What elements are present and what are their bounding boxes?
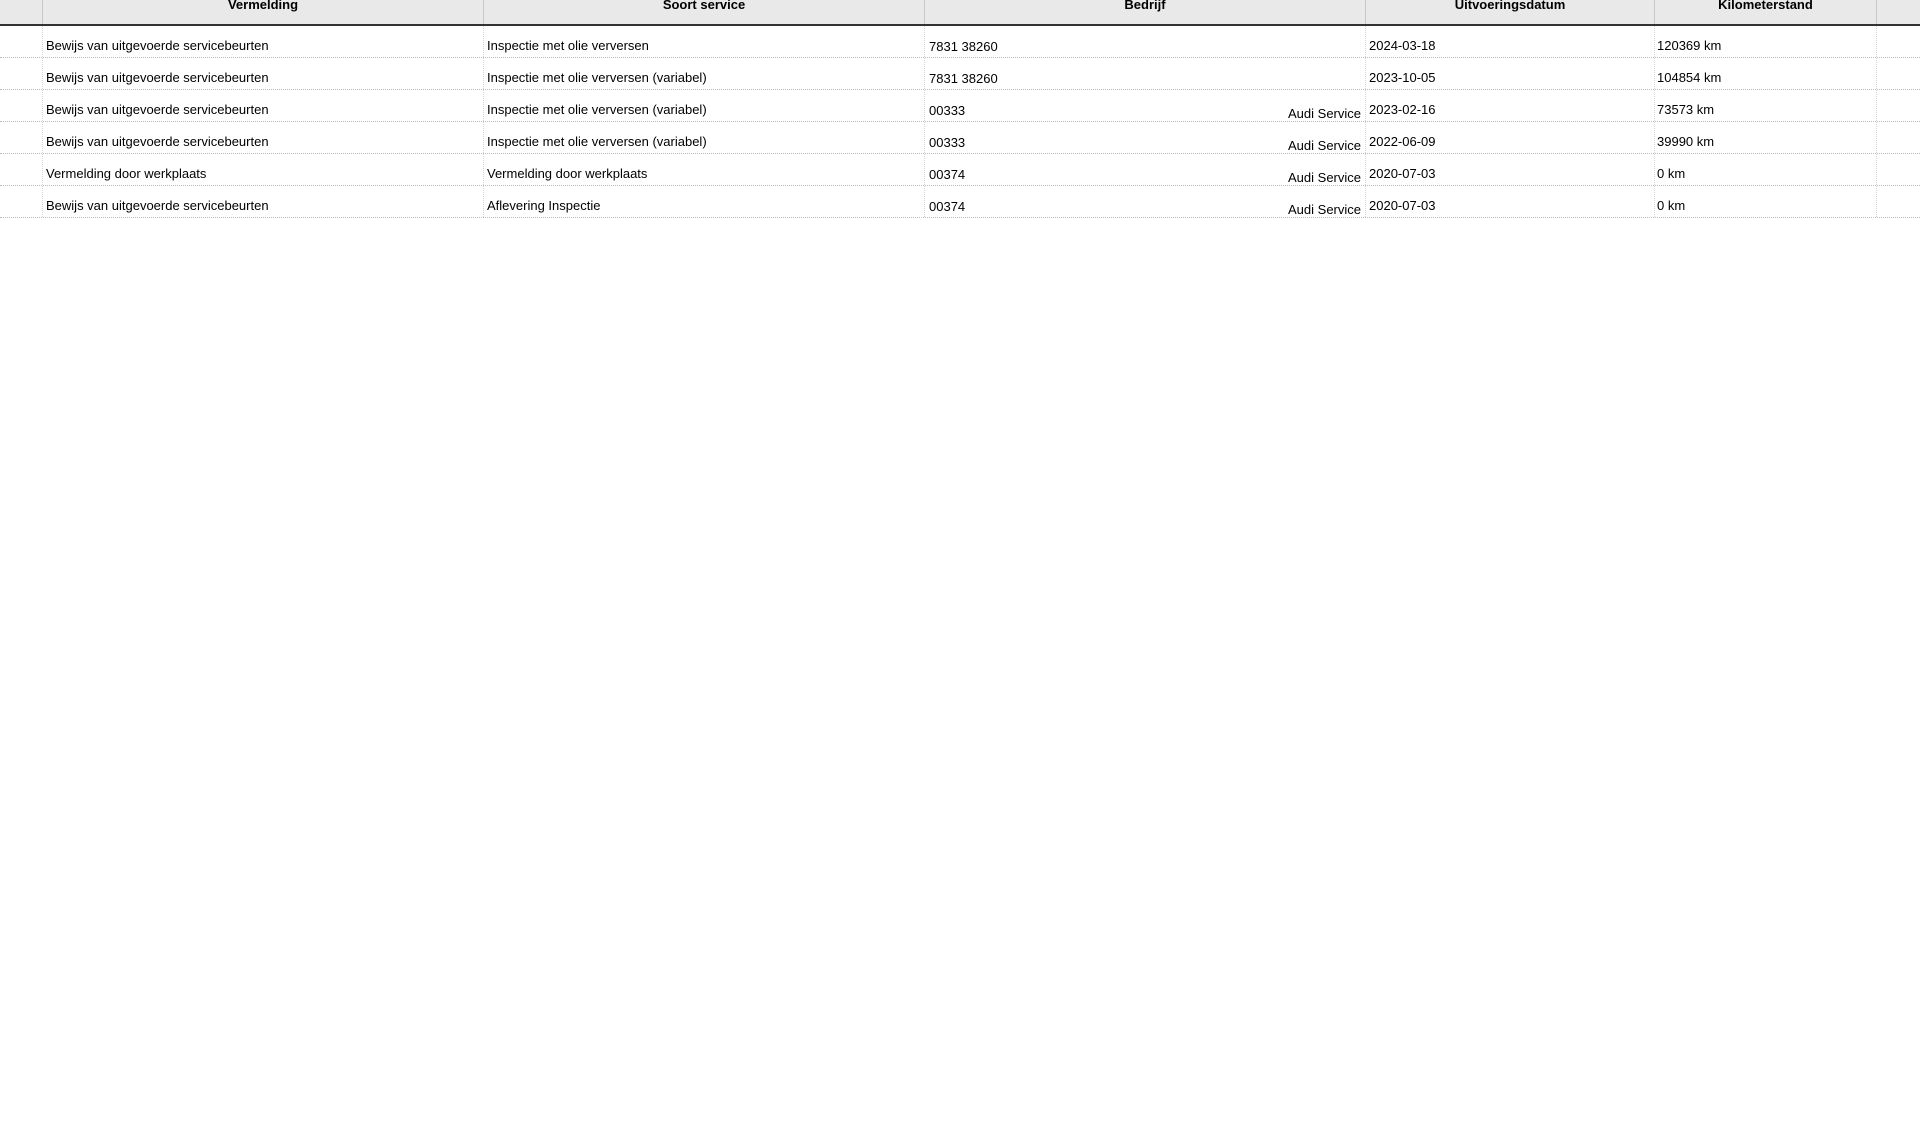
cell-soort-service: Vermelding door werkplaats bbox=[487, 166, 648, 181]
cell-bedrijf bbox=[924, 154, 1365, 185]
column-divider bbox=[1876, 154, 1877, 185]
table-row[interactable] bbox=[0, 58, 1920, 90]
cell-bedrijf bbox=[924, 58, 1365, 89]
column-divider bbox=[1876, 58, 1877, 89]
cell-vermelding: Bewijs van uitgevoerde servicebeurten bbox=[46, 38, 269, 53]
cell-vermelding: Bewijs van uitgevoerde servicebeurten bbox=[46, 134, 269, 149]
header-kilometerstand[interactable]: Kilometerstand bbox=[1654, 0, 1876, 24]
column-divider bbox=[1876, 26, 1877, 57]
column-divider bbox=[1876, 90, 1877, 121]
cell-kilometerstand: 104854 km bbox=[1657, 70, 1722, 85]
cell-vermelding: Vermelding door werkplaats bbox=[46, 166, 207, 181]
cell-bedrijf bbox=[924, 26, 1365, 57]
header-bedrijf[interactable]: Bedrijf bbox=[924, 0, 1365, 24]
cell-vermelding: Bewijs van uitgevoerde servicebeurten bbox=[46, 70, 269, 85]
cell-uitvoeringsdatum: 2020-07-03 bbox=[1369, 166, 1436, 181]
header-uitvoeringsdatum[interactable]: Uitvoeringsdatum bbox=[1365, 0, 1654, 24]
cell-kilometerstand: 0 km bbox=[1657, 198, 1686, 213]
cell-uitvoeringsdatum: 2020-07-03 bbox=[1369, 198, 1436, 213]
service-history-table bbox=[0, 0, 1920, 218]
table-row[interactable] bbox=[0, 26, 1920, 58]
cell-bedrijf bbox=[924, 186, 1365, 217]
header-soort-service[interactable]: Soort service bbox=[483, 0, 924, 24]
cell-kilometerstand: 39990 km bbox=[1657, 134, 1715, 149]
cell-soort-service: Inspectie met olie verversen (variabel) bbox=[487, 102, 707, 117]
cell-bedrijf bbox=[924, 90, 1365, 121]
header-spacer-right bbox=[1876, 0, 1920, 24]
cell-vermelding: Bewijs van uitgevoerde servicebeurten bbox=[46, 102, 269, 117]
cell-bedrijf-code: 00333 bbox=[929, 135, 966, 150]
table-row[interactable] bbox=[0, 154, 1920, 186]
cell-bedrijf-code: 7831 38260 bbox=[929, 39, 998, 54]
cell-bedrijf-code: 7831 38260 bbox=[929, 71, 998, 86]
cell-bedrijf-code: 00374 bbox=[929, 199, 966, 214]
cell-soort-service: Aflevering Inspectie bbox=[487, 198, 601, 213]
cell-soort-service: Inspectie met olie verversen (variabel) bbox=[487, 70, 707, 85]
table-row[interactable] bbox=[0, 122, 1920, 154]
cell-soort-service: Inspectie met olie verversen bbox=[487, 38, 649, 53]
cell-bedrijf bbox=[924, 122, 1365, 153]
cell-bedrijf-name: Audi Service bbox=[1288, 138, 1361, 153]
cell-kilometerstand: 120369 km bbox=[1657, 38, 1722, 53]
column-divider bbox=[1876, 122, 1877, 153]
table-header bbox=[0, 0, 1920, 26]
cell-vermelding: Bewijs van uitgevoerde servicebeurten bbox=[46, 198, 269, 213]
table-row[interactable] bbox=[0, 186, 1920, 218]
header-vermelding[interactable]: Vermelding bbox=[42, 0, 483, 24]
cell-bedrijf-name: Audi Service bbox=[1288, 202, 1361, 217]
cell-bedrijf-name: Audi Service bbox=[1288, 170, 1361, 185]
cell-bedrijf-name: Audi Service bbox=[1288, 106, 1361, 121]
cell-bedrijf-code: 00333 bbox=[929, 103, 966, 118]
header-spacer-left bbox=[0, 0, 42, 24]
cell-uitvoeringsdatum: 2024-03-18 bbox=[1369, 38, 1436, 53]
cell-bedrijf-code: 00374 bbox=[929, 167, 966, 182]
cell-kilometerstand: 0 km bbox=[1657, 166, 1686, 181]
column-divider bbox=[1876, 186, 1877, 217]
cell-uitvoeringsdatum: 2023-10-05 bbox=[1369, 70, 1436, 85]
cell-soort-service: Inspectie met olie verversen (variabel) bbox=[487, 134, 707, 149]
table-body bbox=[0, 26, 1920, 218]
cell-uitvoeringsdatum: 2023-02-16 bbox=[1369, 102, 1436, 117]
cell-uitvoeringsdatum: 2022-06-09 bbox=[1369, 134, 1436, 149]
table-row[interactable] bbox=[0, 90, 1920, 122]
cell-kilometerstand: 73573 km bbox=[1657, 102, 1715, 117]
